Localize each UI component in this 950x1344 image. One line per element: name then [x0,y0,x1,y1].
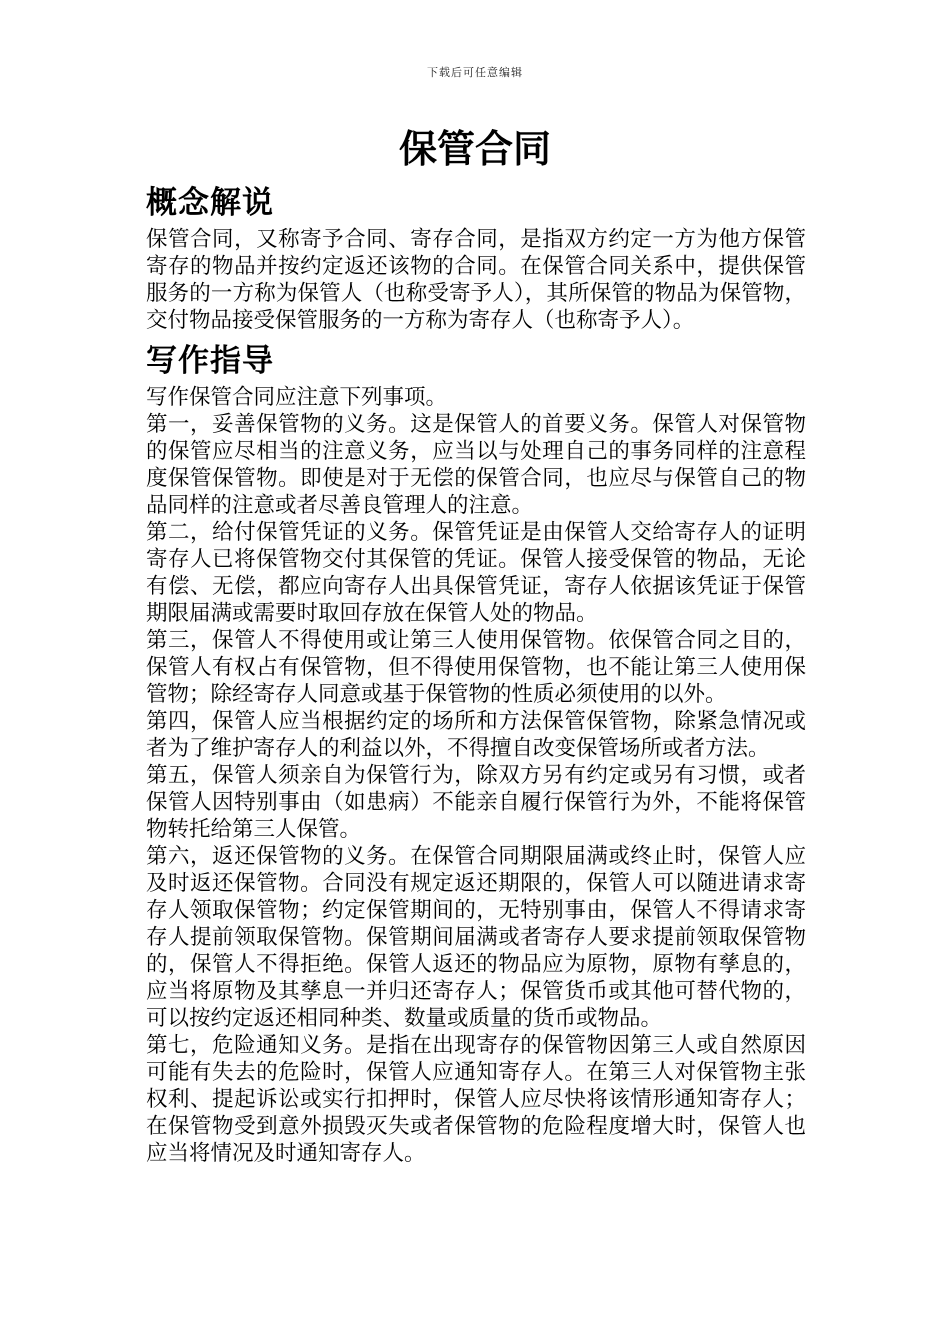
section-heading-guidance: 写作指导 [146,343,274,379]
guidance-item-5: 第五，保管人须亲自为保管行为，除双方另有约定或另有习惯，或者保管人因特别事由（如患病）不能亲自履行保管行为外，不能将保管物转托给第三人保管。 [146,763,806,842]
header-note: 下载后可任意编辑 [427,66,523,79]
guidance-item-3: 第三，保管人不得使用或让第三人使用保管物。依保管合同之目的，保管人有权占有保管物，但不得使用保管物，也不能让第三人使用保管物；除经寄存人同意或基于保管物的性质必须使用的以外。 [146,628,806,707]
concept-paragraph: 保管合同，又称寄予合同、寄存合同，是指双方约定一方为他方保管寄存的物品并按约定返还该物的合同。在保管合同关系中，提供保管服务的一方称为保管人（也称受寄予人），其所保管的物品为保管物，交付物品接受保管服务的一方称为寄存人（也称寄予人）。 [146,227,806,333]
guidance-item-7: 第七，危险通知义务。是指在出现寄存的保管物因第三人或自然原因可能有失去的危险时，保管人应通知寄存人。在第三人对保管物主张权利、提起诉讼或实行扣押时，保管人应尽快将该情形通知寄存人；在保管物受到意外损毁灭失或者保管物的危险程度增大时，保管人也应当将情况及时通知寄存人。 [146,1033,806,1166]
guidance-item-2: 第二，给付保管凭证的义务。保管凭证是由保管人交给寄存人的证明寄存人已将保管物交付其保管的凭证。保管人接受保管的物品，无论有偿、无偿，都应向寄存人出具保管凭证，寄存人依据该凭证于保管期限届满或需要时取回存放在保管人处的物品。 [146,520,806,626]
document-title: 保管合同 [398,127,551,171]
guidance-item-1: 第一，妥善保管物的义务。这是保管人的首要义务。保管人对保管物的保管应尽相当的注意义务，应当以与处理自己的事务同样的注意程度保管保管物。即使是对于无偿的保管合同，也应尽与保管自己的物品同样的注意或者尽善良管理人的注意。 [146,412,806,518]
document-body [146,180,806,1167]
guidance-intro-paragraph: 写作保管合同应注意下列事项。 [146,385,448,410]
guidance-item-4: 第四，保管人应当根据约定的场所和方法保管保管物，除紧急情况或者为了维护寄存人的利益以外，不得擅自改变保管场所或者方法。 [146,709,806,761]
guidance-item-6: 第六，返还保管物的义务。在保管合同期限届满或终止时，保管人应及时返还保管物。合同没有规定返还期限的，保管人可以随进请求寄存人领取保管物；约定保管期间的，无特别事由，保管人不得请求寄存人提前领取保管物。保管期间届满或者寄存人要求提前领取保管物的，保管人不得拒绝。保管人返还的物品应为原物，原物有孳息的，应当将原物及其孳息一并归还寄存人；保管货币或其他可替代物的，可以按约定返还相同种类、数量或质量的货币或物品。 [146,844,806,1031]
section-heading-concept: 概念解说 [146,185,274,221]
